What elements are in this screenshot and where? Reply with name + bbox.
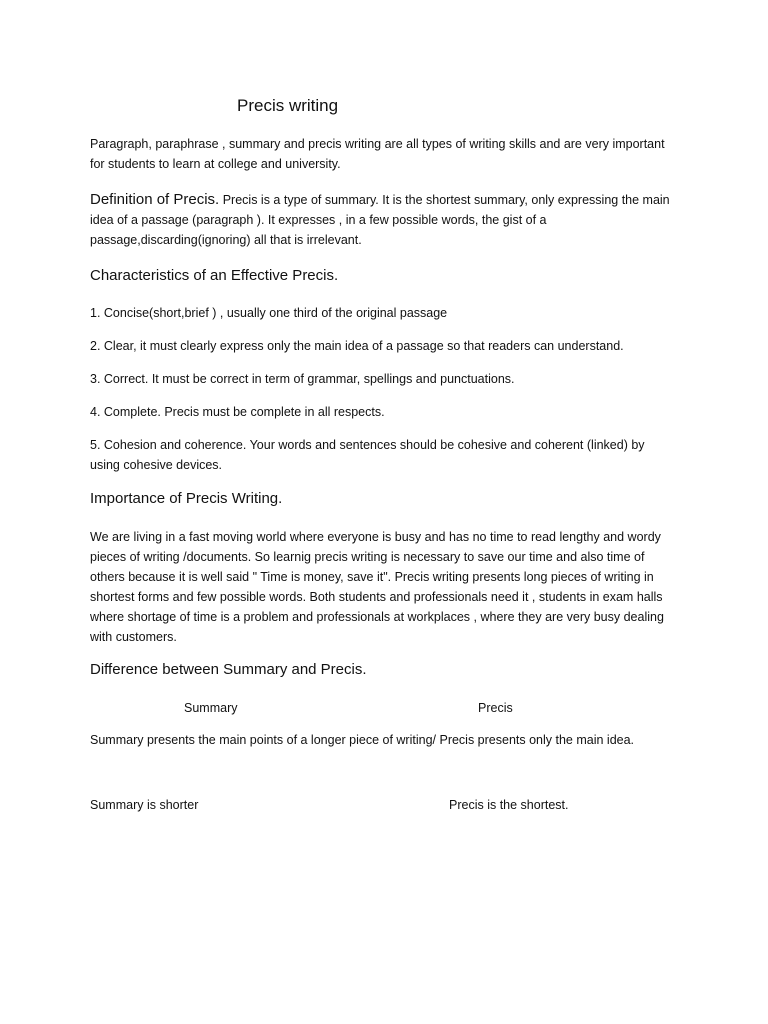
- difference-row-1: Summary presents the main points of a longer piece of writing/ Precis presents only the main idea.: [90, 733, 635, 747]
- characteristic-item-2: 2. Clear, it must clearly express only the main idea of a passage so that readers can understand.: [90, 339, 624, 353]
- difference-row-2-precis: Precis is the shortest.: [449, 798, 569, 812]
- characteristic-item-5: 5. Cohesion and coherence. Your words and sentences should be cohesive and coherent (linked) by using cohesive devices.: [90, 438, 645, 472]
- page-title: Precis writing: [237, 96, 339, 115]
- importance-paragraph: We are living in a fast moving world where everyone is busy and has no time to read lengthy and wordy pieces of writing /documents. So learnig precis writing is necessary to save our time and also time of others because it is well said " Time is money, save it". Precis writing presents long pieces of writing in shortest forms and few possible words. Both students and professionals need it , students in exam halls where shortage of time is a problem and professionals at workplaces , where they are very busy dealing with customers.: [90, 530, 664, 644]
- definition-paragraph: [90, 190, 670, 250]
- definition-heading: Definition of Precis.: [90, 191, 220, 208]
- precis-column-header: Precis: [478, 701, 513, 715]
- summary-column-header: Summary: [184, 701, 238, 715]
- characteristics-heading: Characteristics of an Effective Precis.: [90, 267, 339, 284]
- difference-row-2-summary: Summary is shorter: [90, 798, 199, 812]
- intro-paragraph: Paragraph, paraphrase , summary and precis writing are all types of writing skills and are very important for students to learn at college and university.: [90, 137, 665, 171]
- difference-heading: Difference between Summary and Precis.: [90, 661, 367, 678]
- characteristic-item-1: 1. Concise(short,brief ) , usually one third of the original passage: [90, 306, 448, 320]
- characteristic-item-4: 4. Complete. Precis must be complete in all respects.: [90, 405, 385, 419]
- importance-heading: Importance of Precis Writing.: [90, 490, 283, 507]
- definition-text: Precis is a type of summary. It is the shortest summary, only expressing the main idea of a passage (paragraph ). It expresses , in a few possible words, the gist of a passage,discarding(ignoring) all that is irrelevant.: [90, 193, 670, 247]
- characteristic-item-3: 3. Correct. It must be correct in term of grammar, spellings and punctuations.: [90, 372, 515, 386]
